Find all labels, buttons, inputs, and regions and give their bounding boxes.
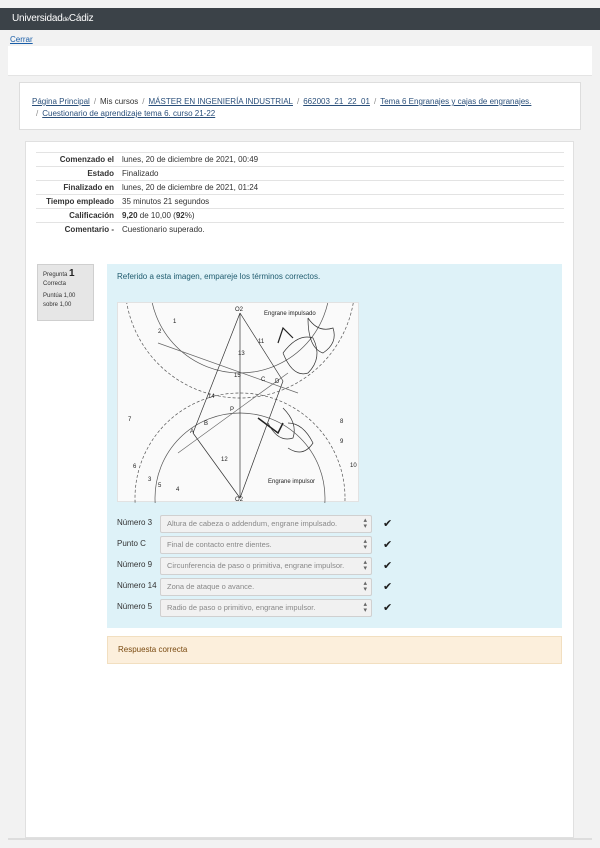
diagram-label-o2: O2 — [235, 307, 244, 313]
diagram-label-a: A — [190, 429, 195, 435]
match-selected-value: Altura de cabeza o addendum, engrane impulsado. — [167, 519, 338, 528]
summary-row-grade — [36, 209, 564, 223]
match-label: Número 5 — [117, 602, 153, 611]
grade-percent-sign: %) — [184, 211, 195, 220]
updown-arrows-icon: ▴ ▾ — [363, 601, 367, 614]
summary-key: Tiempo empleado — [36, 195, 118, 209]
summary-row-started — [36, 153, 564, 167]
question-score: Puntúa 1,00 sobre 1,00 — [43, 293, 76, 308]
updown-arrows-icon: ▴ ▾ — [363, 559, 367, 572]
diagram-label-5: 5 — [158, 483, 162, 489]
diagram-label-engrane-impulsado: Engrane impulsado — [264, 311, 316, 317]
breadcrumb-course-code[interactable]: 662003_21_22_01 — [303, 97, 370, 106]
question-text: Referido a esta imagen, empareje los términos correctos. — [117, 272, 321, 281]
match-selected-value: Final de contacto entre dientes. — [167, 540, 272, 549]
breadcrumb-separator: / — [36, 109, 39, 118]
summary-row-comment — [36, 223, 564, 237]
grade-percent: 92 — [175, 211, 185, 220]
breadcrumb-separator: / — [373, 97, 377, 106]
check-icon: ✔ — [383, 560, 393, 572]
feedback-box — [107, 636, 562, 664]
brand-de: de — [62, 17, 69, 23]
breadcrumb-course[interactable]: MÁSTER EN INGENIERÍA INDUSTRIAL — [148, 97, 293, 106]
breadcrumb-separator: / — [142, 97, 145, 106]
diagram-label-2: 2 — [158, 329, 162, 335]
diagram-label-4: 4 — [176, 487, 180, 493]
diagram-label-8: 8 — [340, 419, 344, 425]
match-label: Número 9 — [117, 560, 153, 569]
summary-value: lunes, 20 de diciembre de 2021, 01:24 — [118, 181, 564, 195]
question-state: Correcta — [43, 281, 67, 287]
diagram-label-14: 14 — [208, 394, 215, 400]
summary-key: Estado — [36, 167, 118, 181]
summary-key: Finalizado en — [36, 181, 118, 195]
question-number: 1 — [69, 268, 75, 279]
summary-row-state — [36, 167, 564, 181]
breadcrumb-quiz[interactable]: Cuestionario de aprendizaje tema 6. curso 21-22 — [42, 109, 216, 118]
question-content — [107, 264, 562, 628]
summary-value — [118, 209, 564, 223]
brand-end: Cádiz — [68, 13, 94, 24]
diagram-label-7: 7 — [128, 417, 132, 423]
summary-value: lunes, 20 de diciembre de 2021, 00:49 — [118, 153, 564, 167]
breadcrumb-separator: / — [93, 97, 97, 106]
summary-key: Comentario - — [36, 223, 118, 237]
breadcrumb-home[interactable]: Página Principal — [32, 97, 90, 106]
match-select[interactable] — [160, 578, 372, 596]
summary-key: Calificación — [36, 209, 118, 223]
match-label: Punto C — [117, 539, 146, 548]
diagram-label-3: 3 — [148, 477, 152, 483]
top-navbar — [0, 8, 600, 30]
diagram-label-o2-bottom: O2 — [235, 497, 244, 503]
summary-value: 35 minutos 21 segundos — [118, 195, 564, 209]
check-icon: ✔ — [383, 518, 393, 530]
question-label: Pregunta — [43, 272, 68, 278]
match-select[interactable] — [160, 515, 372, 533]
updown-arrows-icon: ▴ ▾ — [363, 538, 367, 551]
summary-key: Comenzado el — [36, 153, 118, 167]
diagram-label-15: 15 — [234, 373, 241, 379]
match-select[interactable] — [160, 599, 372, 617]
match-label: Número 14 — [117, 581, 157, 590]
grade-value: 9,20 — [122, 211, 138, 220]
diagram-label-b: B — [204, 421, 209, 427]
diagram-label-1: 1 — [173, 319, 177, 325]
match-selected-value: Radio de paso o primitivo, engrane impulsor. — [167, 603, 316, 612]
check-icon: ✔ — [383, 539, 393, 551]
check-icon: ✔ — [383, 602, 393, 614]
gear-diagram-svg — [118, 303, 360, 503]
diagram-label-10: 10 — [350, 463, 357, 469]
brand-main: Universidad — [12, 13, 63, 24]
page-bottom-divider — [8, 838, 592, 840]
updown-arrows-icon: ▴ ▾ — [363, 517, 367, 530]
feedback-text: Respuesta correcta — [118, 645, 188, 654]
grade-max: de 10,00 ( — [137, 211, 176, 220]
diagram-label-9: 9 — [340, 439, 344, 445]
diagram-label-p: P — [230, 407, 235, 413]
diagram-label-11: 11 — [258, 339, 265, 345]
diagram-label-d: D — [275, 379, 280, 385]
diagram-label-c: C — [261, 377, 266, 383]
diagram-label-6: 6 — [133, 464, 137, 470]
close-link[interactable]: Cerrar — [10, 35, 33, 44]
summary-value: Finalizado — [118, 167, 564, 181]
diagram-label-12: 12 — [221, 457, 228, 463]
breadcrumb-my-courses: Mis cursos — [100, 97, 139, 106]
breadcrumb-separator: / — [296, 97, 300, 106]
gear-diagram-image — [117, 302, 359, 502]
breadcrumb-container — [19, 82, 581, 130]
match-label: Número 3 — [117, 518, 153, 527]
attempt-summary-table — [36, 152, 564, 236]
match-select[interactable] — [160, 536, 372, 554]
diagram-label-engrane-impulsor: Engrane impulsor — [268, 479, 316, 485]
summary-row-finished — [36, 181, 564, 195]
breadcrumb-topic[interactable]: Tema 6 Engranajes y cajas de engranajes. — [380, 97, 532, 106]
brand-logo[interactable] — [12, 13, 93, 24]
summary-value: Cuestionario superado. — [118, 223, 564, 237]
question-info-box — [37, 264, 94, 321]
match-selected-value: Circunferencia de paso o primitiva, engrane impulsor. — [167, 561, 345, 570]
diagram-label-13: 13 — [238, 351, 245, 357]
summary-row-time — [36, 195, 564, 209]
match-selected-value: Zona de ataque o avance. — [167, 582, 255, 591]
breadcrumb — [32, 96, 567, 120]
header-area — [8, 46, 592, 76]
check-icon: ✔ — [383, 581, 393, 593]
updown-arrows-icon: ▴ ▾ — [363, 580, 367, 593]
match-select[interactable] — [160, 557, 372, 575]
